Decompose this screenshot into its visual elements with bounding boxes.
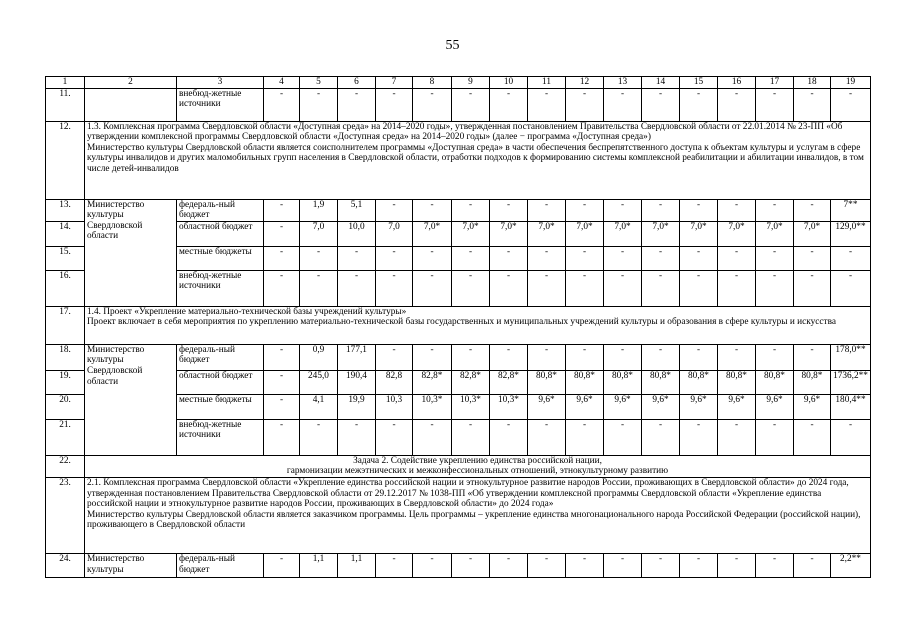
table-cell: - xyxy=(376,344,413,370)
table-cell: - xyxy=(604,553,642,577)
funding-source: областной бюджет xyxy=(177,221,264,246)
table-cell: - xyxy=(566,344,604,370)
table-cell: 7,0* xyxy=(452,221,490,246)
table-cell: 7,0* xyxy=(680,221,718,246)
table-cell: - xyxy=(376,88,413,121)
table-cell: - xyxy=(490,88,528,121)
table-cell: - xyxy=(680,553,718,577)
table-cell: 80,8* xyxy=(566,370,604,394)
table-cell: - xyxy=(642,553,680,577)
table-cell: - xyxy=(264,221,300,246)
table-cell: - xyxy=(718,199,756,221)
task-heading-line: гармонизации межэтнических и межконфессиональных отношений, этнокультурному развитию xyxy=(286,466,669,477)
table-cell: - xyxy=(528,246,566,270)
table-cell: - xyxy=(756,88,794,121)
table-cell: - xyxy=(528,419,566,455)
table-cell: - xyxy=(680,199,718,221)
executor-cell xyxy=(85,88,177,121)
table-cell: 1,9 xyxy=(300,199,338,221)
table-cell: - xyxy=(680,344,718,370)
table-cell: - xyxy=(642,419,680,455)
column-header: 3 xyxy=(177,77,264,89)
row-number: 18. xyxy=(46,344,85,370)
row-number: 12. xyxy=(46,121,85,199)
program-title: 2.1. Комплексная программа Свердловской области «Укрепление единства российской нации и этнокультурное развитие народов России, проживающих в Свердловской области» до 2024 года, утвержденная постановлением Правительства Свердловской области от 29.12.2017 № 1038-ПП «Об утверждении комплексной программы Свердловской области «Укрепление единства российской нации и этнокультурное развитие народов России, проживающих в Свердловской области» до 2024 года» xyxy=(87,477,849,510)
column-header: 10 xyxy=(490,77,528,89)
table-cell: - xyxy=(490,199,528,221)
funding-source: внебюд-жетные источники xyxy=(177,419,264,455)
column-header: 9 xyxy=(452,77,490,89)
funding-source: федераль-ный бюджет xyxy=(177,344,264,370)
table-cell: - xyxy=(264,394,300,419)
table-cell: - xyxy=(264,88,300,121)
table-cell: - xyxy=(376,419,413,455)
table-cell: 9,6* xyxy=(680,394,718,419)
table-cell: - xyxy=(338,88,376,121)
table-cell: - xyxy=(376,553,413,577)
table-cell: - xyxy=(604,88,642,121)
column-header: 17 xyxy=(756,77,794,89)
table-row xyxy=(46,199,871,221)
table-cell: 7,0* xyxy=(566,221,604,246)
table-cell: 1,1 xyxy=(300,553,338,577)
table-cell: - xyxy=(642,246,680,270)
row-number: 14. xyxy=(46,221,85,246)
table-cell: - xyxy=(490,270,528,306)
table-cell: - xyxy=(756,246,794,270)
table-cell: - xyxy=(413,270,452,306)
row-number: 22. xyxy=(46,455,85,477)
table-cell: - xyxy=(264,270,300,306)
table-cell: 190,4 xyxy=(338,370,376,394)
table-cell: - xyxy=(376,246,413,270)
row-number: 24. xyxy=(46,553,85,577)
table-cell: - xyxy=(642,88,680,121)
table-cell: - xyxy=(794,553,831,577)
table-cell: 7,0* xyxy=(528,221,566,246)
table-cell: 7,0* xyxy=(490,221,528,246)
executor-cell: Министерство культуры Свердловской области xyxy=(85,344,177,455)
table-cell: - xyxy=(831,88,871,121)
table-cell: - xyxy=(794,199,831,221)
table-cell: - xyxy=(490,246,528,270)
column-header: 12 xyxy=(566,77,604,89)
table-cell: - xyxy=(794,88,831,121)
table-cell: - xyxy=(528,88,566,121)
table-cell: - xyxy=(831,270,871,306)
table-cell: 4,1 xyxy=(300,394,338,419)
table-cell: - xyxy=(718,246,756,270)
table-cell: - xyxy=(604,246,642,270)
table-cell: - xyxy=(452,553,490,577)
table-cell: - xyxy=(718,344,756,370)
table-cell: - xyxy=(566,553,604,577)
row-number: 23. xyxy=(46,477,85,553)
table-cell: - xyxy=(604,199,642,221)
row-number: 16. xyxy=(46,270,85,306)
table-cell: 7,0* xyxy=(642,221,680,246)
table-cell: - xyxy=(452,246,490,270)
table-cell: - xyxy=(490,553,528,577)
table-cell: - xyxy=(642,199,680,221)
table-cell: 7** xyxy=(831,199,871,221)
row-number: 19. xyxy=(46,370,85,394)
table-cell: 9,6* xyxy=(566,394,604,419)
table-cell: - xyxy=(264,419,300,455)
table-cell: 80,8* xyxy=(680,370,718,394)
table-cell: - xyxy=(528,344,566,370)
table-cell: - xyxy=(452,344,490,370)
column-header: 16 xyxy=(718,77,756,89)
table-cell: - xyxy=(528,270,566,306)
table-cell: - xyxy=(413,553,452,577)
table-cell: 7,0* xyxy=(718,221,756,246)
table-cell: 10,3* xyxy=(452,394,490,419)
column-header: 11 xyxy=(528,77,566,89)
table-cell: 180,4** xyxy=(831,394,871,419)
column-header: 6 xyxy=(338,77,376,89)
table-cell: 80,8* xyxy=(642,370,680,394)
funding-source: внебюд-жетные источники xyxy=(177,88,264,121)
program-note: Министерство культуры Свердловской области является соисполнителем программы «Доступная среда» в части обеспечения беспрепятственного доступа к объектам культуры и услугам в сфере культуры инвалидов и других маломобильных групп населения в Свердловской области, отработки подходов к формированию системы комплексной реабилитации и абилитации инвалидов, в том числе детей-инвалидов xyxy=(87,142,864,174)
table-cell: 1,1 xyxy=(338,553,376,577)
row-number: 17. xyxy=(46,306,85,344)
table-cell: - xyxy=(338,419,376,455)
program-description xyxy=(85,477,871,553)
table-cell: 10,0 xyxy=(338,221,376,246)
table-cell: - xyxy=(566,419,604,455)
table-cell: 9,6* xyxy=(718,394,756,419)
table-cell: 129,0** xyxy=(831,221,871,246)
table-cell: - xyxy=(718,419,756,455)
funding-source: федераль-ный бюджет xyxy=(177,553,264,577)
table-row xyxy=(46,88,871,121)
table-cell: - xyxy=(831,246,871,270)
table-cell: 82,8* xyxy=(490,370,528,394)
task-heading-line: Задача 2. Содействие укреплению единства российской нации, xyxy=(353,455,602,466)
table-cell: 10,3* xyxy=(413,394,452,419)
table-cell: 7,0 xyxy=(376,221,413,246)
column-header: 4 xyxy=(264,77,300,89)
funding-source: федераль-ный бюджет xyxy=(177,199,264,221)
program-note: Проект включает в себя мероприятия по укреплению материально-технической базы государственных и муниципальных учреждений культуры и образования в сфере культуры и искусства xyxy=(87,317,836,328)
table-row xyxy=(46,553,871,577)
column-header: 15 xyxy=(680,77,718,89)
table-cell: - xyxy=(490,344,528,370)
table-cell: 7,0* xyxy=(604,221,642,246)
table-cell: - xyxy=(566,88,604,121)
budget-table xyxy=(45,76,871,578)
table-cell: 9,6* xyxy=(794,394,831,419)
table-cell: - xyxy=(756,199,794,221)
executor-cell: Министерство культуры Свердловской области xyxy=(85,199,177,306)
table-cell: 7,0 xyxy=(300,221,338,246)
table-cell: - xyxy=(528,553,566,577)
table-row xyxy=(46,344,871,370)
table-cell: - xyxy=(831,419,871,455)
table-cell: - xyxy=(566,246,604,270)
table-cell: - xyxy=(413,246,452,270)
table-cell: - xyxy=(680,419,718,455)
row-number: 13. xyxy=(46,199,85,221)
table-cell: - xyxy=(756,344,794,370)
table-cell: 7,0* xyxy=(794,221,831,246)
table-cell: - xyxy=(794,270,831,306)
table-row xyxy=(46,306,871,344)
table-cell: 82,8 xyxy=(376,370,413,394)
table-cell: - xyxy=(413,419,452,455)
column-header: 19 xyxy=(831,77,871,89)
table-cell: 5,1 xyxy=(338,199,376,221)
table-cell: 82,8* xyxy=(452,370,490,394)
column-header: 7 xyxy=(376,77,413,89)
funding-source: местные бюджеты xyxy=(177,394,264,419)
table-cell: 9,6* xyxy=(756,394,794,419)
table-cell: - xyxy=(566,199,604,221)
table-cell: - xyxy=(452,88,490,121)
table-cell: - xyxy=(264,370,300,394)
table-cell: 80,8* xyxy=(604,370,642,394)
program-title: 1.3. Комплексная программа Свердловской области «Доступная среда» на 2014–2020 годы», утвержденная постановлением Правительства Свердловской области от 22.01.2014 № 23-ПП «Об утверждении комплексной программы Свердловской области «Доступная среда» на 2014–2020 годы» (далее − программа «Доступная среда») xyxy=(87,121,843,143)
table-cell: - xyxy=(680,270,718,306)
table-cell: - xyxy=(300,270,338,306)
row-number: 11. xyxy=(46,88,85,121)
program-title: 1.4. Проект «Укрепление материально-технической базы учреждений культуры» xyxy=(87,306,407,317)
table-row xyxy=(46,121,871,199)
table-cell: - xyxy=(566,270,604,306)
table-cell: 0,9 xyxy=(300,344,338,370)
table-cell: - xyxy=(642,270,680,306)
table-cell: - xyxy=(604,344,642,370)
table-cell: - xyxy=(794,419,831,455)
table-cell: 19,9 xyxy=(338,394,376,419)
table-cell: - xyxy=(264,344,300,370)
table-cell: 1736,2** xyxy=(831,370,871,394)
table-cell: 80,8* xyxy=(756,370,794,394)
table-cell: 177,1 xyxy=(338,344,376,370)
executor-cell: Министерство культуры xyxy=(85,553,177,577)
table-cell: - xyxy=(413,344,452,370)
table-cell: 9,6* xyxy=(528,394,566,419)
table-cell: - xyxy=(452,419,490,455)
table-cell: - xyxy=(718,88,756,121)
table-cell: - xyxy=(490,419,528,455)
page-number: 55 xyxy=(445,38,460,53)
table-cell: - xyxy=(338,270,376,306)
table-cell: - xyxy=(756,419,794,455)
table-cell: - xyxy=(642,344,680,370)
table-cell: - xyxy=(528,199,566,221)
table-cell: 178,0** xyxy=(831,344,871,370)
table-cell: 82,8* xyxy=(413,370,452,394)
table-cell: 80,8* xyxy=(718,370,756,394)
funding-source: областной бюджет xyxy=(177,370,264,394)
table-cell: 80,8* xyxy=(794,370,831,394)
table-row xyxy=(46,77,871,89)
row-number: 15. xyxy=(46,246,85,270)
table-cell: - xyxy=(756,553,794,577)
table-cell: - xyxy=(300,88,338,121)
table-cell: 2,2** xyxy=(831,553,871,577)
table-cell: 80,8* xyxy=(528,370,566,394)
table-cell: - xyxy=(756,270,794,306)
table-cell: - xyxy=(413,88,452,121)
column-header: 5 xyxy=(300,77,338,89)
program-note: Министерство культуры Свердловской области является заказчиком программы. Цель программы – укрепление единства многонационального народа Российской Федерации (российской нации), проживающего в Свердловской области xyxy=(87,509,861,531)
table-cell: - xyxy=(680,246,718,270)
program-description xyxy=(85,121,871,199)
table-cell: - xyxy=(452,199,490,221)
table-cell: 245,0 xyxy=(300,370,338,394)
table-cell: - xyxy=(376,270,413,306)
table-cell: 10,3 xyxy=(376,394,413,419)
funding-source: внебюд-жетные источники xyxy=(177,270,264,306)
table-cell: - xyxy=(718,553,756,577)
table-cell: - xyxy=(264,553,300,577)
table-cell: - xyxy=(604,419,642,455)
task-heading xyxy=(85,455,871,477)
column-header: 14 xyxy=(642,77,680,89)
table-cell: - xyxy=(452,270,490,306)
table-cell: - xyxy=(794,246,831,270)
table-cell: 7,0* xyxy=(413,221,452,246)
column-header: 2 xyxy=(85,77,177,89)
table-row xyxy=(46,477,871,553)
table-cell: - xyxy=(604,270,642,306)
table-cell: 9,6* xyxy=(604,394,642,419)
table-cell: - xyxy=(300,246,338,270)
table-row xyxy=(46,455,871,477)
table-cell: - xyxy=(413,199,452,221)
table-cell: - xyxy=(680,88,718,121)
row-number: 21. xyxy=(46,419,85,455)
table-cell: - xyxy=(376,199,413,221)
table-cell: - xyxy=(794,344,831,370)
table-cell: - xyxy=(264,246,300,270)
column-header: 1 xyxy=(46,77,85,89)
table-cell: - xyxy=(300,419,338,455)
column-header: 18 xyxy=(794,77,831,89)
funding-source: местные бюджеты xyxy=(177,246,264,270)
column-header: 8 xyxy=(413,77,452,89)
table-cell: 9,6* xyxy=(642,394,680,419)
table-cell: - xyxy=(718,270,756,306)
table-cell: 7,0* xyxy=(756,221,794,246)
table-cell: - xyxy=(264,199,300,221)
table-cell: - xyxy=(338,246,376,270)
table-cell: 10,3* xyxy=(490,394,528,419)
column-header: 13 xyxy=(604,77,642,89)
program-description xyxy=(85,306,871,344)
row-number: 20. xyxy=(46,394,85,419)
